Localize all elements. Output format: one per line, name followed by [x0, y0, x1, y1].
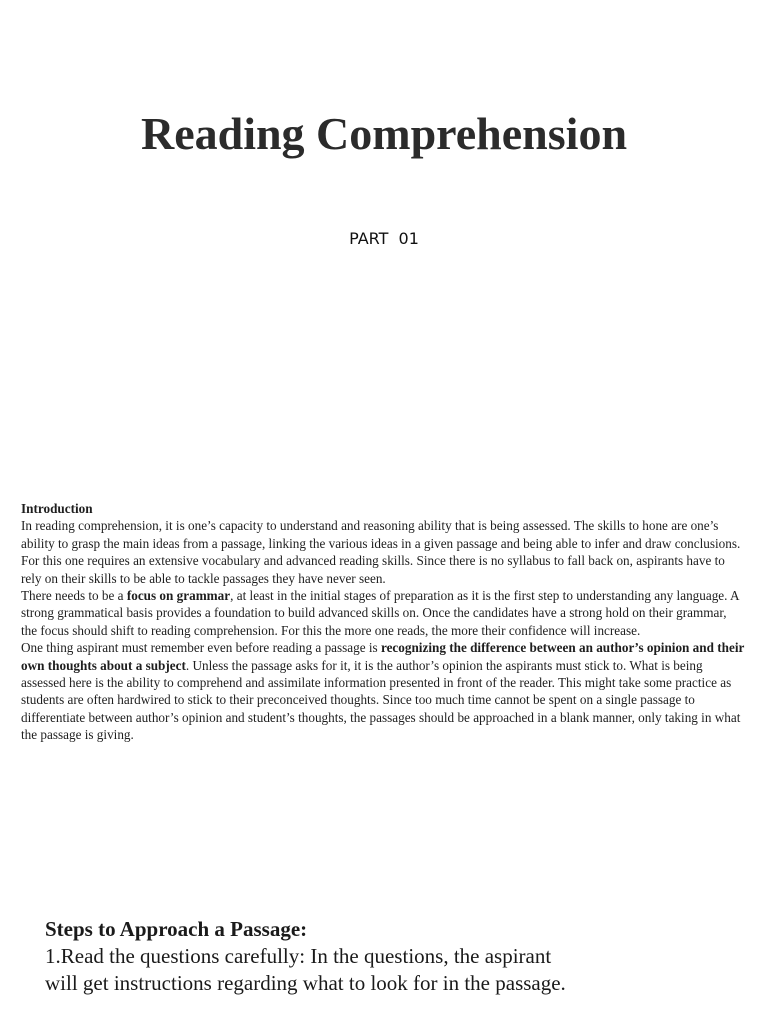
- steps-item-1: 1.Read the questions carefully: In the questions, the aspirant will get instructions regarding what to look for in the passage.: [45, 944, 566, 995]
- introduction-heading: Introduction: [21, 501, 93, 516]
- introduction-paragraph-2: [21, 587, 745, 639]
- introduction-section: [21, 500, 745, 744]
- introduction-paragraph-1: In reading comprehension, it is one’s capacity to understand and reasoning ability that is being assessed. The skills to hone are one’s ability to grasp the main ideas from a passage, linking the various ideas in a given passage and being able to infer and draw conclusions. For this one requires an extensive vocabulary and advanced reading skills. Since there is no syllabus to fall back on, aspirants have to rely on their skills to be able to tackle passages they have never seen.: [21, 518, 741, 586]
- paragraph-2-text-end: , at least in the initial stages of preparation as it is the first step to understanding any language. A strong grammatical basis provides a foundation to build advanced skills on. Once the candidates have a strong hold on their grammar, the focus should shift to reading comprehension. For this the more one reads, the more their confidence will increase.: [21, 588, 739, 638]
- paragraph-3-text-end: . Unless the passage asks for it, it is the author’s opinion the aspirants must stick to. What is being assessed here is the ability to comprehend and assimilate information presented in front of the reader. This might take some practice as students are often hardwired to stick to their preconceived thoughts. Since too much time cannot be spent on a single passage to differentiate between author’s opinion and student’s thoughts, the passages should be approached in a blank manner, only taking in what the passage is giving.: [21, 657, 741, 743]
- paragraph-2-emphasis: focus on grammar: [126, 588, 231, 604]
- paragraph-2-text-start: There needs to be a: [21, 588, 127, 604]
- paragraph-3-emphasis: recognizing the difference between an author’s opinion and their own thoughts about a subject: [21, 640, 745, 673]
- page-subtitle: PART 01: [349, 229, 419, 248]
- steps-section: [45, 916, 585, 997]
- paragraph-3-text-start: One thing aspirant must remember even before reading a passage is: [21, 640, 381, 656]
- page-title: Reading Comprehension: [140, 108, 628, 159]
- steps-heading: Steps to Approach a Passage:: [45, 917, 308, 941]
- introduction-paragraph-3: [21, 639, 745, 743]
